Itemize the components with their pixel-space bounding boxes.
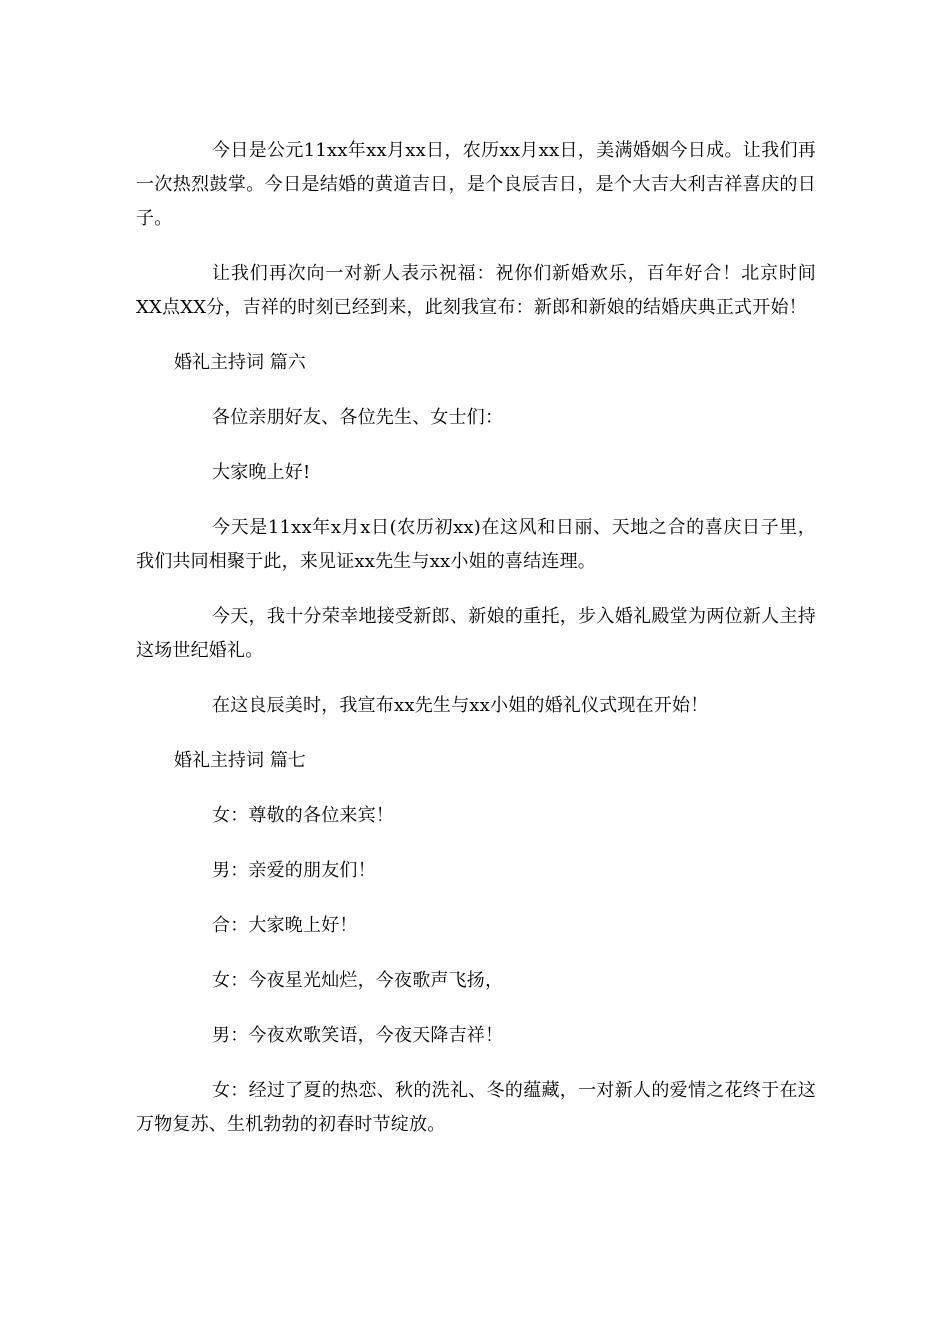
paragraph-11: 女：今夜星光灿烂，今夜歌声飞扬， — [212, 970, 504, 991]
paragraph-10: 合：大家晚上好！ — [212, 915, 358, 936]
paragraph-6: 今天，我十分荣幸地接受新郎、新娘的重托，步入婚礼殿堂为两位新人主持这场世纪婚礼。 — [136, 606, 816, 661]
paragraph-1: 今日是公元11xx年xx月xx日，农历xx月xx日，美满婚姻今日成。让我们再一次热烈鼓掌。今日是结婚的黄道吉日，是个良辰吉日，是个大吉大利吉祥喜庆的日子。 — [136, 140, 816, 229]
paragraph-4: 大家晚上好! — [212, 462, 311, 483]
paragraph-12: 男：今夜欢歌笑语，今夜天降吉祥！ — [212, 1025, 504, 1046]
section-heading-6: 婚礼主持词 篇六 — [174, 352, 306, 373]
document-body — [136, 134, 816, 1163]
paragraph-7: 在这良辰美时，我宣布xx先生与xx小姐的婚礼仪式现在开始！ — [212, 695, 709, 716]
paragraph-2: 让我们再次向一对新人表示祝福：祝你们新婚欢乐，百年好合！北京时间XX点XX分，吉祥的时刻已经到来，此刻我宣布：新郎和新娘的结婚庆典正式开始！ — [136, 263, 816, 318]
paragraph-3: 各位亲朋好友、各位先生、女士们： — [212, 407, 504, 428]
paragraph-5: 今天是11xx年x月x日(农历初xx)在这风和日丽、天地之合的喜庆日子里，我们共同相聚于此，来见证xx先生与xx小姐的喜结连理。 — [136, 517, 816, 572]
section-heading-7: 婚礼主持词 篇七 — [174, 750, 306, 771]
paragraph-13: 女：经过了夏的热恋、秋的洗礼、冬的蕴藏，一对新人的爱情之花终于在这万物复苏、生机勃勃的初春时节绽放。 — [136, 1080, 816, 1135]
paragraph-8: 女：尊敬的各位来宾！ — [212, 805, 394, 826]
paragraph-9: 男：亲爱的朋友们！ — [212, 860, 376, 881]
